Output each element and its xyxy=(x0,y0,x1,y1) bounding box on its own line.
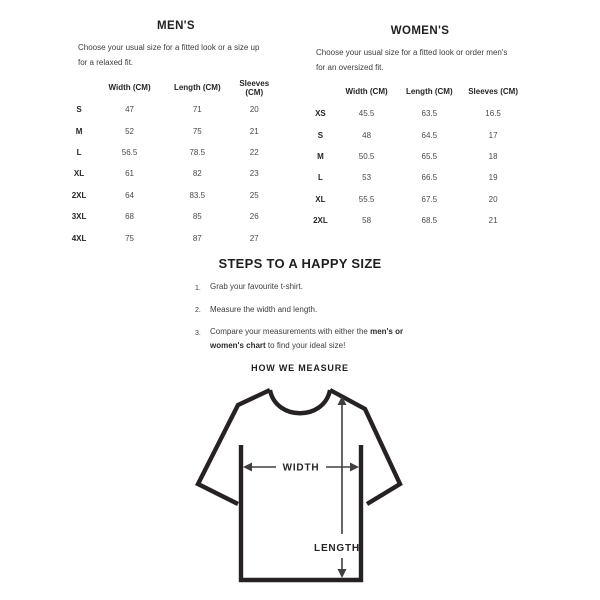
width-measure-label: WIDTH xyxy=(282,462,320,474)
table-row xyxy=(305,103,525,124)
sleeves-value: 20 xyxy=(249,105,259,115)
table-row xyxy=(305,210,525,231)
column-header-sleeves: Sleeves (CM) xyxy=(239,78,270,97)
length-value: 78.5 xyxy=(189,147,206,157)
list-item xyxy=(195,303,413,319)
size-label: 2XL xyxy=(313,216,328,226)
size-label: M xyxy=(317,151,324,161)
length-value: 87 xyxy=(192,233,202,243)
table-row xyxy=(305,124,525,145)
length-value: 71 xyxy=(192,105,202,115)
sleeves-value: 21 xyxy=(488,216,498,226)
table-row xyxy=(305,146,525,167)
womens-size-table xyxy=(305,80,525,231)
sleeves-value: 20 xyxy=(488,194,498,204)
size-label: L xyxy=(76,147,82,157)
column-header-sleeves: Sleeves (CM) xyxy=(468,87,518,96)
tshirt-diagram-svg xyxy=(170,385,430,597)
sleeves-value: 16.5 xyxy=(485,109,501,119)
size-label: XS xyxy=(315,109,326,119)
length-value: 75 xyxy=(192,126,202,136)
size-label: 3XL xyxy=(71,212,87,222)
womens-description: Choose your usual size for a fitted look or order men's for an oversized fit. xyxy=(316,48,508,72)
size-label: 2XL xyxy=(71,190,87,200)
width-value: 53 xyxy=(362,173,372,183)
size-label: S xyxy=(76,105,82,115)
size-label: L xyxy=(317,173,323,183)
step-number: 2. xyxy=(195,307,201,314)
length-arrowhead-bottom xyxy=(338,569,347,578)
steps-list xyxy=(195,280,413,360)
tshirt-right-sleeve xyxy=(330,390,400,504)
table-row xyxy=(305,189,525,210)
size-label: M xyxy=(75,126,83,136)
width-value: 68 xyxy=(125,212,135,222)
tshirt-measure-diagram xyxy=(170,385,430,597)
size-label: XL xyxy=(73,169,85,179)
measure-section-title: HOW WE MEASURE xyxy=(251,363,349,373)
step-number: 1. xyxy=(195,284,201,292)
list-item xyxy=(195,280,413,296)
width-value: 56.5 xyxy=(121,147,138,157)
mens-section-title: MEN'S xyxy=(157,20,195,32)
table-header-row xyxy=(305,80,525,103)
sleeves-value: 19 xyxy=(488,173,498,183)
length-measure-label: LENGTH xyxy=(314,543,360,554)
step-text-bold: men's or women's chart xyxy=(210,327,404,350)
step-text-plain: Measure the width and length. xyxy=(210,304,318,314)
length-value: 65.5 xyxy=(421,151,438,161)
width-arrowhead-left xyxy=(243,463,252,472)
table-row xyxy=(64,227,279,248)
table-row xyxy=(305,167,525,188)
table-row xyxy=(64,99,279,120)
sleeves-value: 25 xyxy=(249,190,259,200)
sleeves-value: 27 xyxy=(249,233,259,243)
step-text-plain: Grab your favourite t-shirt. xyxy=(210,282,303,291)
step-number: 3. xyxy=(195,329,201,337)
width-value: 48 xyxy=(362,130,372,140)
table-row xyxy=(64,206,279,227)
step-text xyxy=(210,303,413,319)
tshirt-collar xyxy=(270,390,330,413)
step-text xyxy=(210,280,413,296)
step-text-plain: Compare your measurements with either the xyxy=(210,327,371,336)
steps-section-title: STEPS TO A HAPPY SIZE xyxy=(218,256,382,271)
table-row xyxy=(64,163,279,184)
sleeves-value: 22 xyxy=(249,147,259,157)
table-row xyxy=(64,142,279,163)
width-value: 64 xyxy=(125,190,135,200)
length-value: 85 xyxy=(192,212,202,222)
step-text xyxy=(210,325,413,353)
width-value: 58 xyxy=(362,216,372,226)
mens-description: Choose your usual size for a fitted look or a size up for a relaxed fit. xyxy=(78,43,260,67)
table-row xyxy=(64,120,279,141)
column-header-length: Length (CM) xyxy=(173,83,221,92)
mens-size-table xyxy=(64,76,279,249)
width-value: 50.5 xyxy=(358,151,375,161)
width-value: 45.5 xyxy=(358,109,375,119)
column-header-width: Width (CM) xyxy=(345,87,388,96)
size-label: S xyxy=(317,130,324,140)
tshirt-left-sleeve xyxy=(198,390,270,504)
size-label: XL xyxy=(315,194,326,204)
sleeves-value: 21 xyxy=(249,126,259,136)
sleeves-value: 18 xyxy=(488,151,498,161)
step-text-plain: to find your ideal size! xyxy=(265,341,346,350)
length-value: 63.5 xyxy=(421,109,438,119)
table-row xyxy=(64,185,279,206)
length-value: 68.5 xyxy=(421,216,438,226)
width-value: 55.5 xyxy=(358,194,375,204)
width-value: 61 xyxy=(125,169,135,179)
length-value: 66.5 xyxy=(421,173,438,183)
womens-section-title: WOMEN'S xyxy=(390,25,450,37)
column-header-length: Length (CM) xyxy=(405,87,453,96)
column-header-width: Width (CM) xyxy=(108,83,151,92)
sleeves-value: 26 xyxy=(249,212,259,222)
length-value: 83.5 xyxy=(189,190,206,200)
length-value: 64.5 xyxy=(421,130,438,140)
list-item xyxy=(195,325,413,353)
width-value: 75 xyxy=(125,233,135,243)
sleeves-value: 23 xyxy=(249,169,259,179)
sleeves-value: 17 xyxy=(488,130,498,140)
length-value: 67.5 xyxy=(421,194,438,204)
size-label: 4XL xyxy=(71,233,87,243)
width-arrowhead-right xyxy=(350,463,359,472)
width-value: 52 xyxy=(125,126,135,136)
length-value: 82 xyxy=(192,169,202,179)
width-value: 47 xyxy=(125,105,135,115)
table-header-row xyxy=(64,76,279,99)
